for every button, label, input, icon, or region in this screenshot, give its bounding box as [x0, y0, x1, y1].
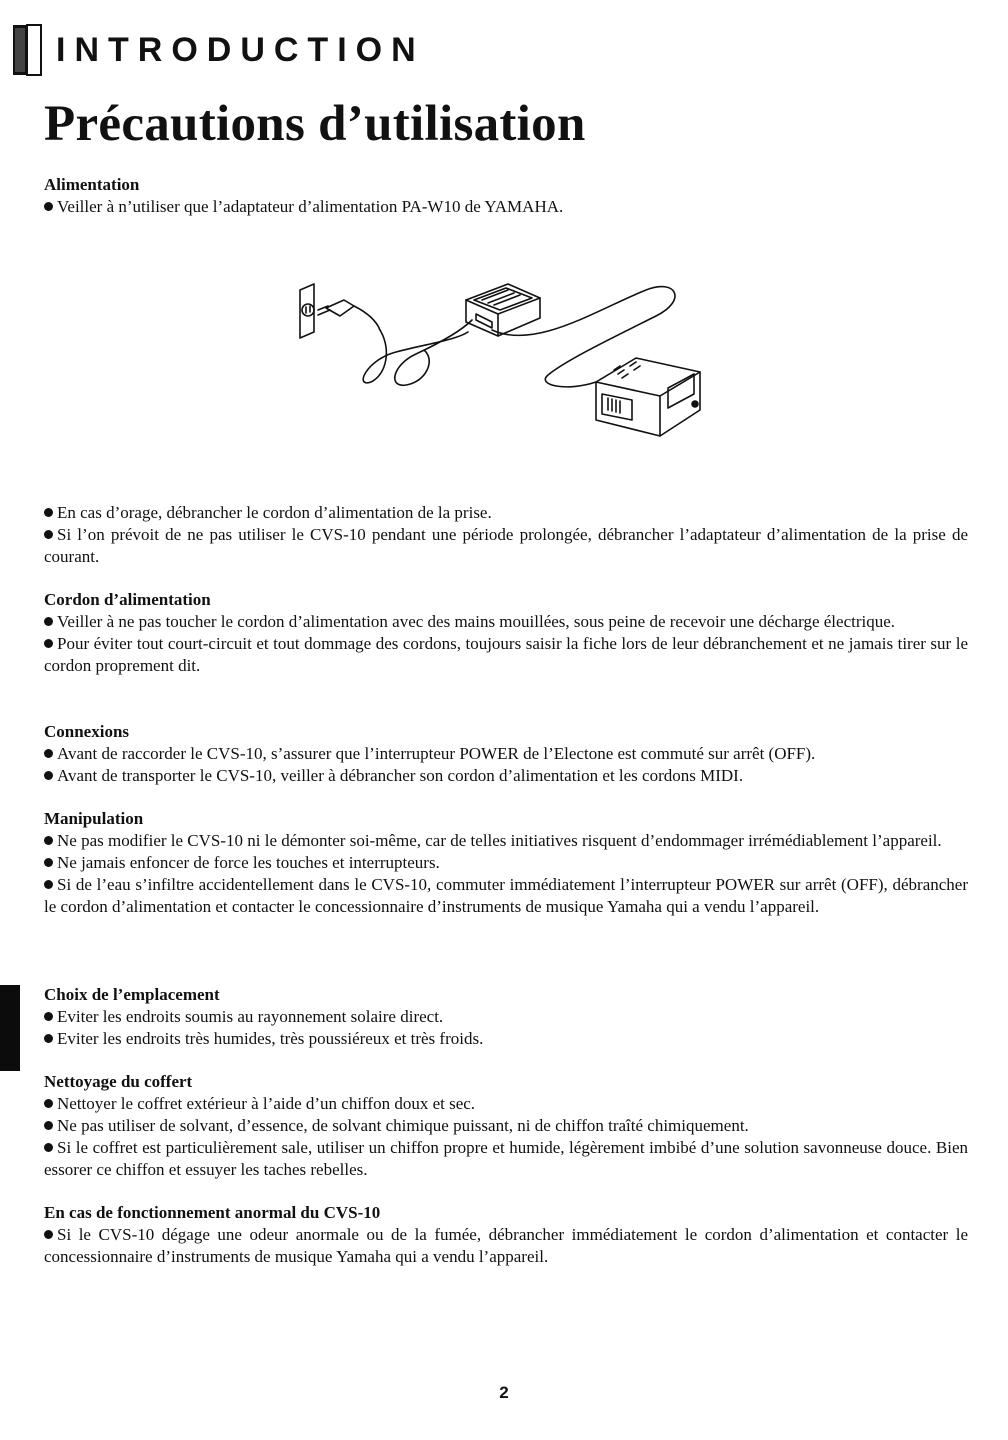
section-heading: Manipulation	[44, 809, 144, 828]
list-item: Si le coffret est particulièrement sale, utiliser un chiffon propre et humide, légèrement imbibé d’une solution savonneuse douce. Bien essorer ce chiffon et essuyer les taches rebelles.	[44, 1138, 968, 1179]
bullet-icon	[44, 508, 53, 517]
cvs10-unit-icon	[596, 358, 700, 436]
list-item: Nettoyer le coffret extérieur à l’aide d’un chiffon doux et sec.	[44, 1093, 968, 1115]
wall-outlet-icon	[300, 284, 314, 338]
power-adapter-illustration	[296, 270, 716, 445]
page-title: Précautions d’utilisation	[44, 96, 586, 152]
list-item: Avant de raccorder le CVS-10, s’assurer que l’interrupteur POWER de l’Electone est commuté sur arrêt (OFF).	[44, 743, 968, 765]
list-item: Pour éviter tout court-circuit et tout dommage des cordons, toujours saisir la fiche lors de leur débranchement et ne jamais tirer sur le cordon proprement dit.	[44, 634, 968, 675]
bullet-icon	[44, 880, 53, 889]
list-item: Ne pas utiliser de solvant, d’essence, de solvant chimique puissant, ni de chiffon traîté chimiquement.	[44, 1115, 968, 1137]
bullet-icon	[44, 836, 53, 845]
bullet-icon	[44, 202, 53, 211]
section-cordon	[44, 589, 968, 677]
section-heading: Connexions	[44, 722, 130, 741]
list-item: Si le CVS-10 dégage une odeur anormale ou de la fumée, débrancher immédiatement le cordon d’alimentation et contacter le concessionnaire d’instruments de musique Yamaha qui a vendu l’appareil.	[44, 1225, 968, 1266]
bullet-icon	[44, 771, 53, 780]
list-item: Ne pas modifier le CVS-10 ni le démonter soi-même, car de telles initiatives risquent d’endommager irrémédiablement l’appareil.	[44, 830, 968, 852]
list-item: En cas d’orage, débrancher le cordon d’alimentation de la prise.	[44, 502, 968, 524]
bullet-icon	[44, 1230, 53, 1239]
bullet-icon	[44, 1143, 53, 1152]
list-item: Veiller à n’utiliser que l’adaptateur d’alimentation PA-W10 de YAMAHA.	[44, 196, 968, 218]
section-connexions	[44, 721, 968, 787]
bullet-icon	[44, 1121, 53, 1130]
section-heading: Nettoyage du coffert	[44, 1072, 193, 1091]
bullet-icon	[44, 530, 53, 539]
adapter-icon	[466, 284, 540, 336]
section-heading: Alimentation	[44, 175, 140, 194]
chapter-side-tab	[0, 985, 20, 1071]
list-item: Avant de transporter le CVS-10, veiller à débrancher son cordon d’alimentation et les cordons MIDI.	[44, 765, 968, 787]
section-heading: Choix de l’emplacement	[44, 985, 220, 1004]
bullet-icon	[44, 1099, 53, 1108]
bullet-icon	[44, 617, 53, 626]
section-power-general	[44, 502, 968, 568]
bullet-icon	[44, 1034, 53, 1043]
plug-icon	[318, 300, 380, 330]
section-fonctionnement-anormal	[44, 1202, 968, 1268]
bullet-icon	[44, 639, 53, 648]
list-item: Eviter les endroits soumis au rayonnement solaire direct.	[44, 1006, 968, 1028]
section-heading: Cordon d’alimentation	[44, 590, 211, 609]
section-manipulation	[44, 808, 968, 918]
list-item: Veiller à ne pas toucher le cordon d’alimentation avec des mains mouillées, sous peine de recevoir une décharge électrique.	[44, 611, 968, 633]
page-number: 2	[499, 1383, 509, 1402]
section-nettoyage	[44, 1071, 968, 1181]
bullet-icon	[44, 858, 53, 867]
list-item: Ne jamais enfoncer de force les touches et interrupteurs.	[44, 852, 968, 874]
bullet-icon	[44, 1012, 53, 1021]
list-item: Si de l’eau s’infiltre accidentellement dans le CVS-10, commuter immédiatement l’interrupteur POWER sur arrêt (OFF), débrancher le cordon d’alimentation et contacter le concessionnaire d’instruments de musique Yamaha qui a vendu l’appareil.	[44, 875, 968, 916]
section-heading: En cas de fonctionnement anormal du CVS-10	[44, 1203, 381, 1222]
section-alimentation	[44, 174, 968, 218]
chapter-title: INTRODUCTION	[56, 31, 425, 69]
list-item: Si l’on prévoit de ne pas utiliser le CVS-10 pendant une période prolongée, débrancher l’adaptateur d’alimentation de la prise de courant.	[44, 525, 968, 566]
bullet-icon	[44, 749, 53, 758]
list-item: Eviter les endroits très humides, très poussiéreux et très froids.	[44, 1028, 968, 1050]
section-emplacement	[44, 984, 968, 1050]
chapter-marker-icon	[12, 24, 42, 76]
